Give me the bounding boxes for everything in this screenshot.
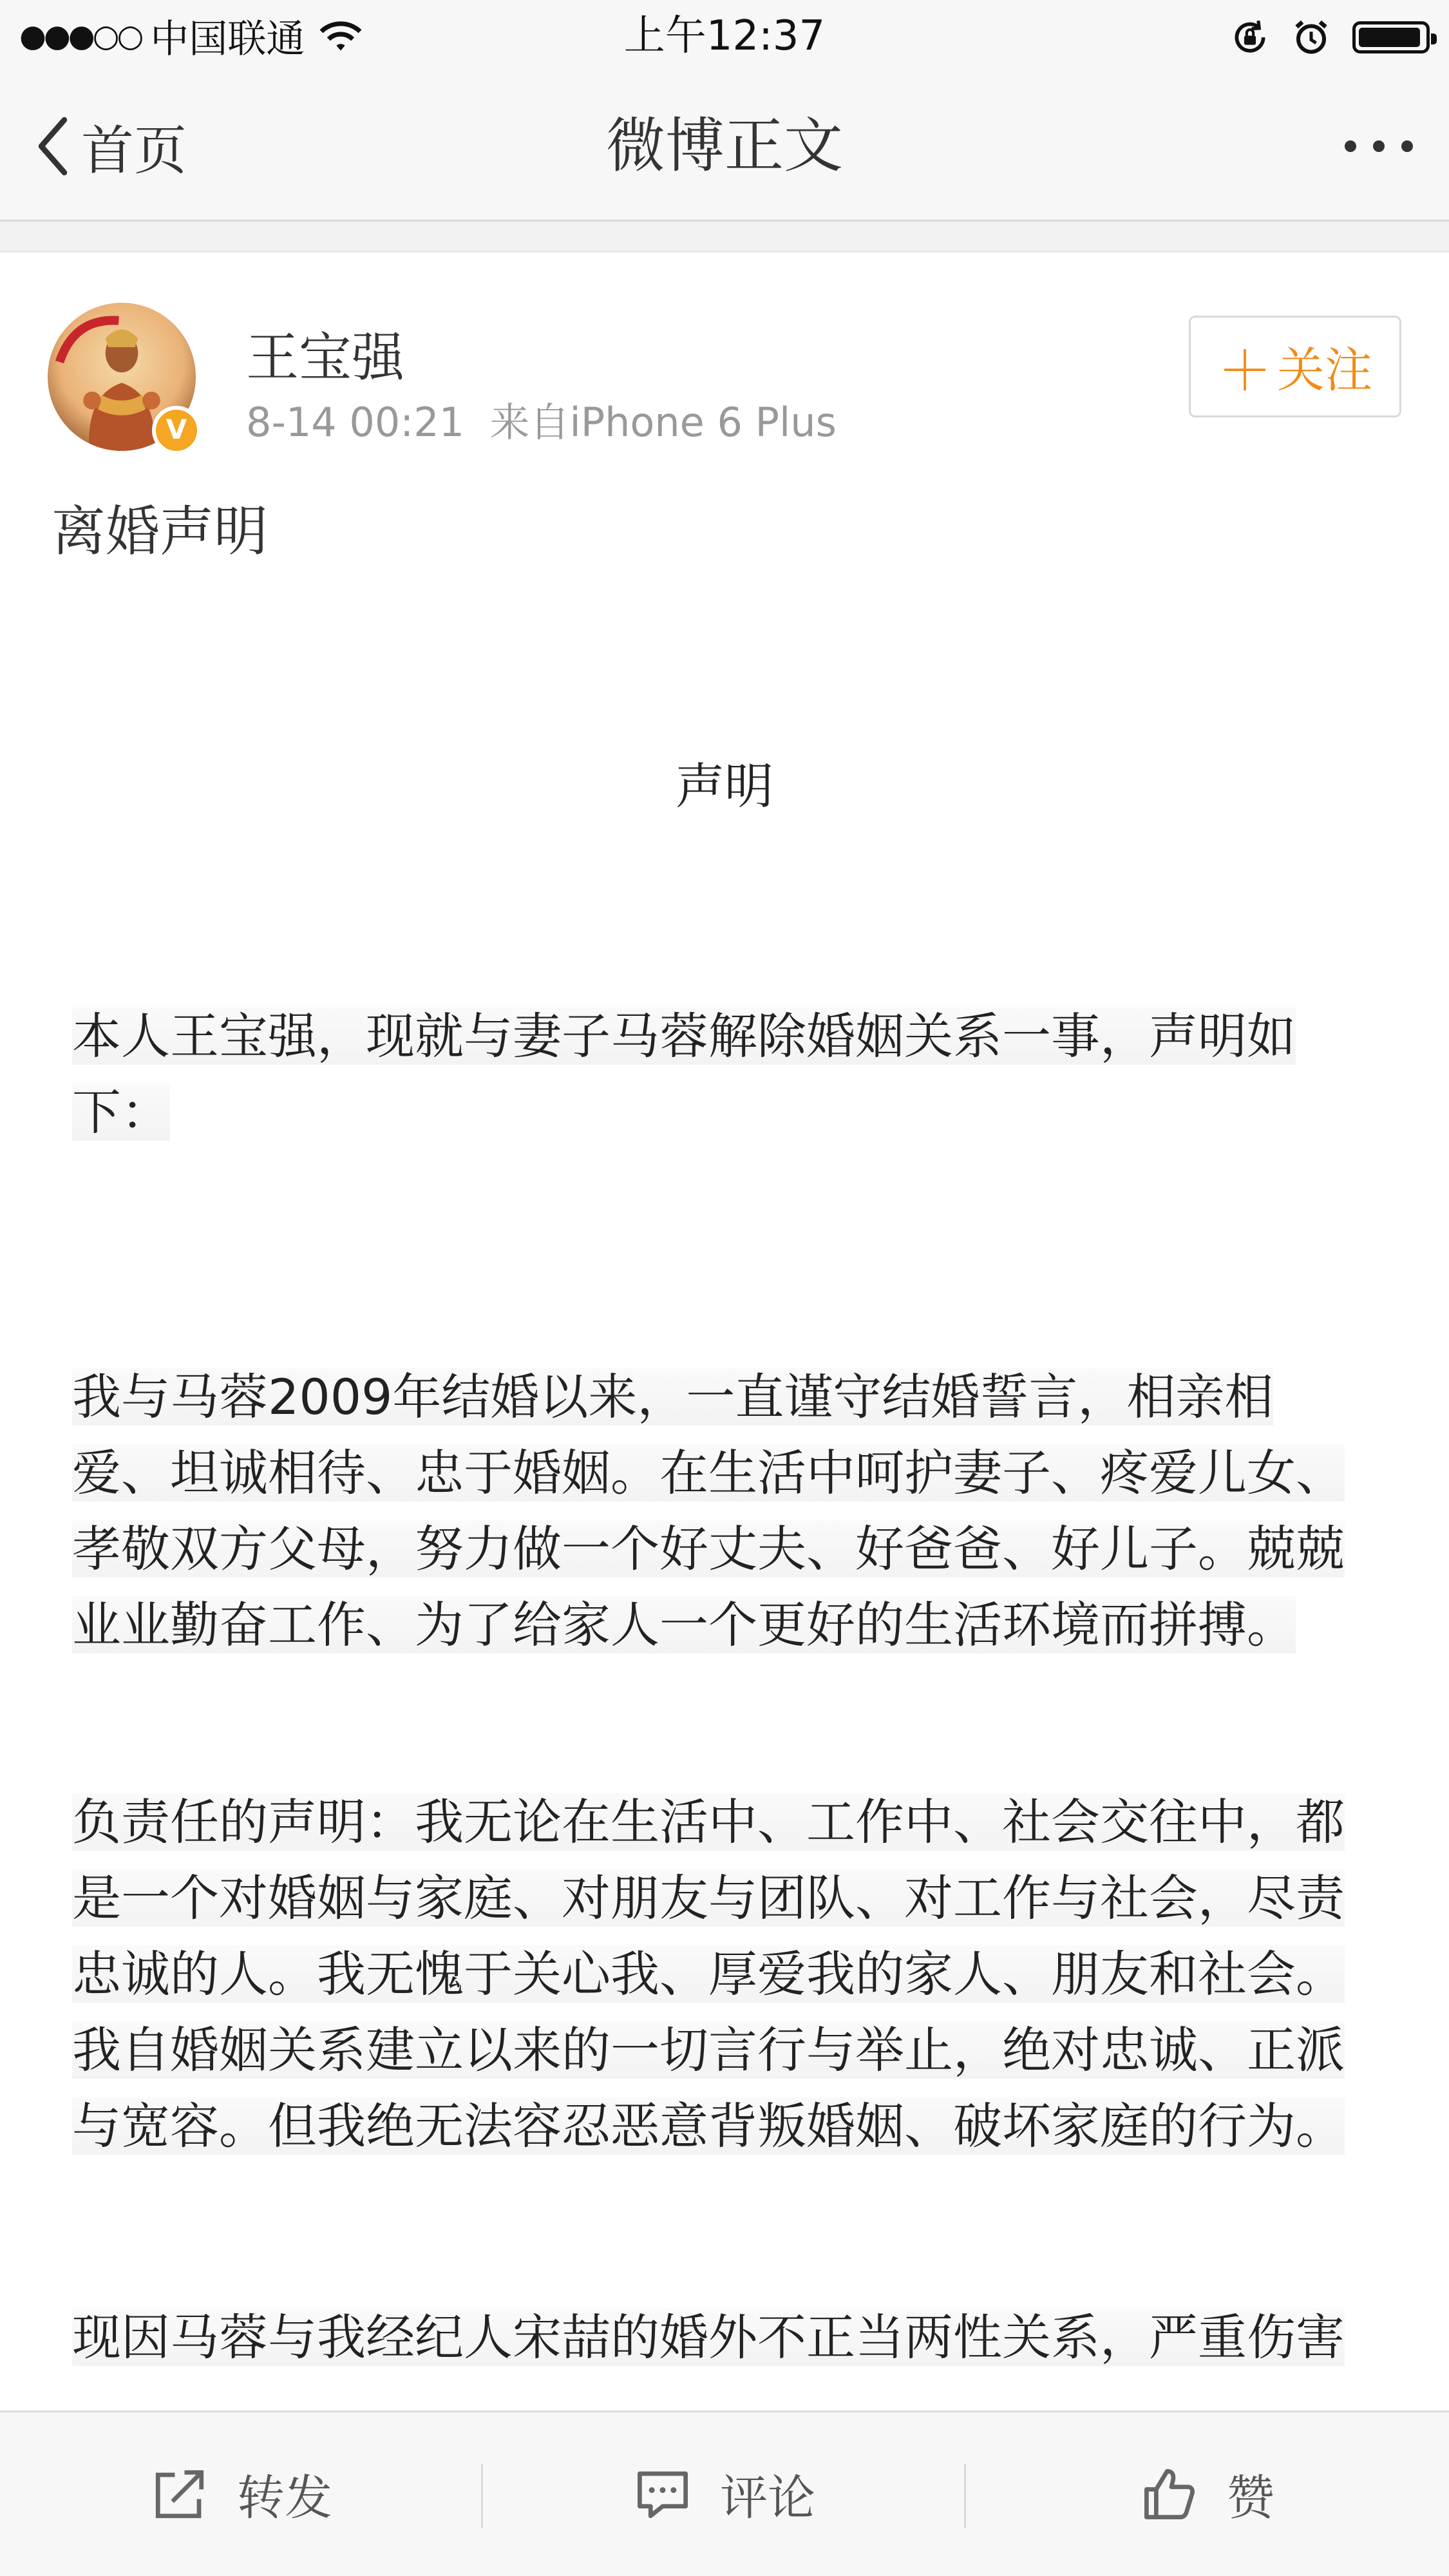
- battery-tip: [1431, 33, 1437, 44]
- more-dot: [1401, 140, 1413, 152]
- statement-image[interactable]: [0, 715, 1449, 2416]
- status-right: [1230, 12, 1430, 63]
- section-divider: [0, 222, 1449, 253]
- statement-heading: 声明: [676, 758, 773, 815]
- post-meta: [246, 390, 837, 448]
- follow-label: 关注: [1277, 343, 1372, 398]
- like-icon: [1141, 2465, 1198, 2523]
- nav-bar: [0, 72, 1449, 222]
- post-text: 离婚声明: [52, 500, 269, 563]
- battery-fill: [1359, 28, 1420, 47]
- repost-button[interactable]: [0, 2412, 483, 2576]
- orientation-lock-icon: [1230, 17, 1270, 57]
- comment-button[interactable]: [483, 2412, 966, 2576]
- post-source: 来自iPhone 6 Plus: [489, 399, 837, 446]
- signal-strength: ●●●○○: [19, 18, 142, 54]
- more-dot: [1373, 140, 1385, 152]
- post-timestamp: 8-14 00:21: [246, 399, 465, 446]
- more-dot: [1345, 140, 1356, 152]
- plus-icon: ＋: [1217, 339, 1272, 403]
- carrier-name: 中国联通: [150, 17, 305, 62]
- verified-badge: V: [152, 406, 201, 455]
- paragraph-text: 负责任的声明：我无论在生活中、工作中、社会交往中，都是一个对婚姻与家庭、对朋友与团队、对工作与社会，尽责忠诚的人。我无愧于关心我、厚爱我的家人、朋友和社会。我自婚姻关系建立以来的一切言行与举止，绝对忠诚、正派与宽容。但我绝无法容忍恶意背叛婚姻、破坏家庭的行为。: [72, 1793, 1345, 2155]
- battery-icon: [1352, 21, 1430, 53]
- repost-icon: [151, 2465, 209, 2523]
- statement-paragraph: [72, 998, 1360, 1150]
- alarm-icon: [1292, 18, 1331, 57]
- like-button[interactable]: [966, 2412, 1449, 2576]
- status-time: 上午12:37: [623, 12, 826, 60]
- more-icon[interactable]: [1345, 111, 1413, 182]
- comment-label: 评论: [720, 2470, 815, 2526]
- statement-paragraph: [72, 1359, 1360, 1663]
- like-label: 赞: [1227, 2470, 1274, 2526]
- comment-icon: [634, 2465, 692, 2523]
- back-label: 首页: [81, 120, 187, 182]
- status-bar: [0, 0, 1449, 72]
- paragraph-text: 我与马蓉2009年结婚以来，一直谨守结婚誓言，相亲相爱、坦诚相待、忠于婚姻。在生活中呵护妻子、疼爱儿女、孝敬双方父母，努力做一个好丈夫、好爸爸、好儿子。兢兢业业勤奋工作、为了给家人一个更好的生活环境而拼搏。: [72, 1368, 1345, 1654]
- bottom-toolbar: [0, 2410, 1449, 2576]
- statement-paragraph: [72, 1784, 1360, 2164]
- repost-label: 转发: [237, 2470, 332, 2526]
- page-title: 微博正文: [605, 111, 843, 180]
- statement-paragraph: [72, 2300, 1360, 2376]
- paragraph-text: 本人王宝强，现就与妻子马蓉解除婚姻关系一事，声明如下：: [72, 1007, 1296, 1141]
- follow-button[interactable]: [1189, 316, 1401, 417]
- paragraph-text: 现因马蓉与我经纪人宋喆的婚外不正当两性关系，严重伤害: [72, 2309, 1345, 2366]
- author-name[interactable]: 王宝强: [246, 327, 405, 388]
